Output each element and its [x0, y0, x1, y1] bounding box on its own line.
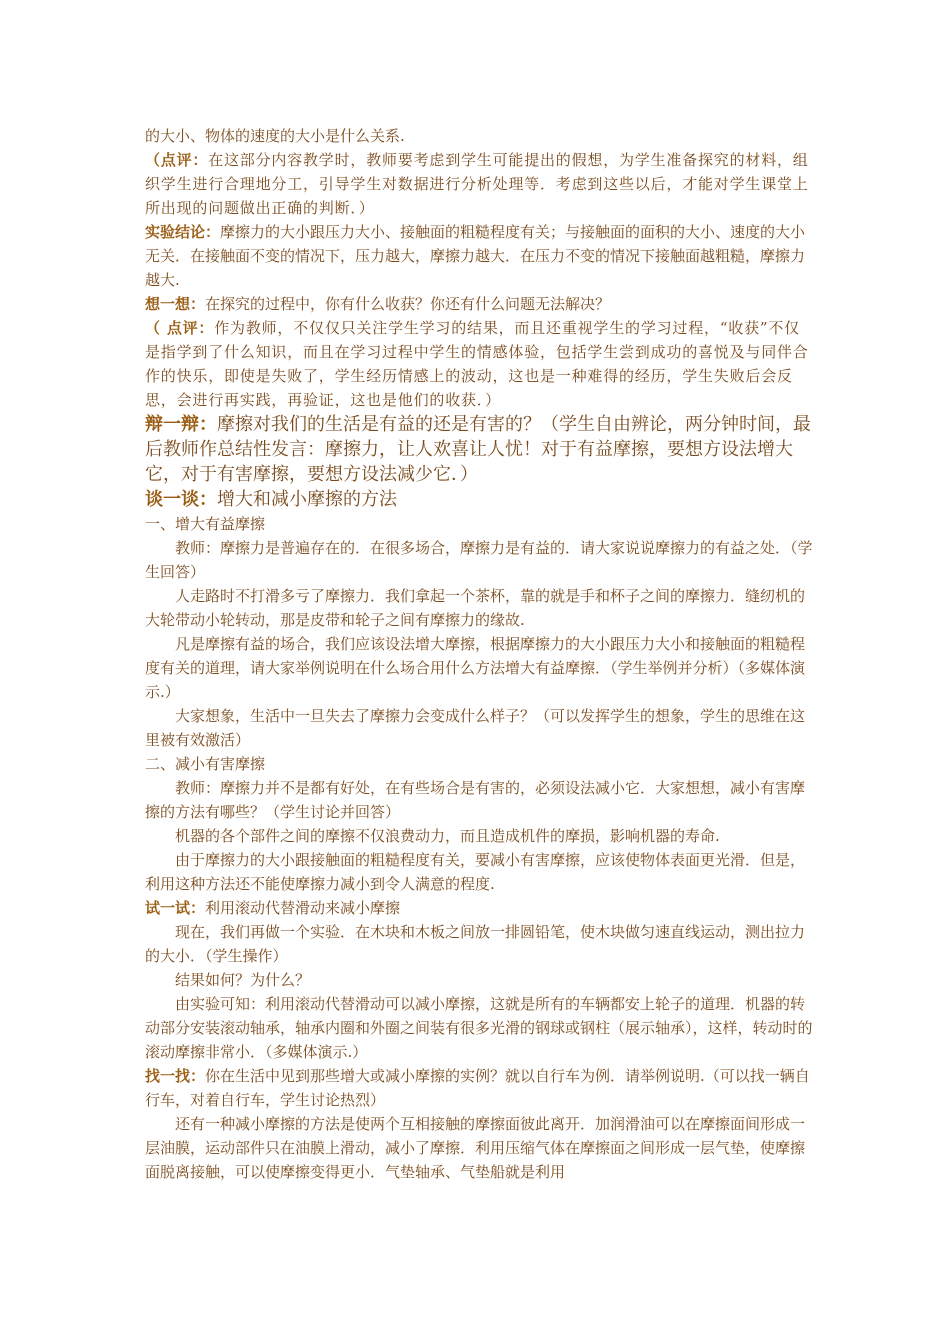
paragraph: 结果如何？为什么？ [175, 971, 311, 989]
paragraph: 教师：摩擦力并不是都有好处，在有些场合是有害的，必须设法减小它．大家想想，减小有害摩擦的方法有哪些？（学生讨论并回答） [145, 779, 806, 821]
paragraph: 由于摩擦力的大小跟接触面的粗糙程度有关，要减小有害摩擦，应该使物体表面更光滑．但是，利用这种方法还不能使摩擦力减小到令人满意的程度. [145, 851, 806, 893]
paragraph: 凡是摩擦有益的场合，我们应该设法增大摩擦，根据摩擦力的大小跟压力大小和接触面的粗糙程度有关的道理，请大家举例说明在什么场合用什么方法增大有益摩擦．（学生举例并分析）（多媒体演示.） [145, 635, 806, 701]
paragraph: 机器的各个部件之间的摩擦不仅浪费动力，而且造成机件的摩损，影响机器的寿命. [175, 827, 720, 845]
talk-text: 增大和减小摩擦的方法 [217, 489, 397, 510]
talk-heading [145, 487, 815, 512]
debate-text: 摩擦对我们的生活是有益的还是有害的？（学生自由辨论，两分钟时间，最后教师作总结性发言：摩擦力，让人欢喜让人忧！对于有益摩擦，要想方设法增大它，对于有害摩擦，要想方设法减少它．） [145, 414, 811, 485]
paragraph: 由实验可知：利用滚动代替滑动可以减小摩擦，这就是所有的车辆都安上轮子的道理．机器的转动部分安装滚动轴承，轴承内圈和外圈之间装有很多光滑的钢球或钢柱（展示轴承），这样，转动时的滚动摩擦非常小．（多媒体演示.） [145, 995, 813, 1061]
paragraph: 人走路时不打滑多亏了摩擦力．我们拿起一个茶杯，靠的就是手和杯子之间的摩擦力．缝纫机的大轮带动小轮转动，那是皮带和轮子之间有摩擦力的缘故. [145, 587, 806, 629]
paragraph: 教师：摩擦力是普遍存在的．在很多场合，摩擦力是有益的．请大家说说摩擦力的有益之处．（学生回答） [145, 539, 813, 581]
comment-label: （ 点评： [145, 319, 215, 337]
find-label: 找一找： [145, 1067, 206, 1085]
comment-paragraph-2 [145, 316, 815, 412]
paragraph: 大家想象，生活中一旦失去了摩擦力会变成什么样子？（可以发挥学生的想象，学生的思维在这里被有效激活） [145, 707, 806, 749]
comment-label: （点评： [145, 151, 209, 169]
document-page [145, 124, 815, 1184]
debate-label: 辩一辩： [145, 414, 217, 435]
section-heading-1: 一、增大有益摩擦 [145, 515, 266, 533]
paragraph: 现在，我们再做一个实验．在木块和木板之间放一排圆铅笔，使木块做匀速直线运动，测出拉力的大小．（学生操作） [145, 923, 806, 965]
think-paragraph [145, 292, 815, 316]
intro-tail: 的大小、物体的速度的大小是什么关系. [145, 127, 405, 145]
try-heading [145, 896, 815, 920]
try-label: 试一试： [145, 899, 206, 917]
conclusion-paragraph [145, 220, 815, 292]
find-paragraph [145, 1064, 815, 1112]
paragraph: 还有一种减小摩擦的方法是使两个互相接触的摩擦面彼此离开．加润滑油可以在摩擦面间形成一层油膜，运动部件只在油膜上滑动，减小了摩擦．利用压缩气体在摩擦面之间形成一层气垫，使摩擦面脱离接触，可以使摩擦变得更小．气垫轴承、气垫船就是利用 [145, 1115, 806, 1181]
conclusion-text: 摩擦力的大小跟压力大小、接触面的粗糙程度有关；与接触面的面积的大小、速度的大小无关．在接触面不变的情况下，压力越大，摩擦力越大．在压力不变的情况下接触面越粗糙，摩擦力越大. [145, 223, 806, 289]
section-heading-2: 二、减小有害摩擦 [145, 755, 266, 773]
think-label: 想一想： [145, 295, 206, 313]
find-text: 你在生活中见到那些增大或减小摩擦的实例？就以自行车为例．请举例说明.（可以找一辆自行车，对着自行车，学生讨论热烈） [145, 1067, 810, 1109]
debate-paragraph [145, 412, 815, 487]
comment-paragraph-1 [145, 148, 815, 220]
conclusion-label: 实验结论： [145, 223, 221, 241]
comment-text: 作为教师，不仅仅只关注学生学习的结果，而且还重视学生的学习过程，“收获”不仅是指学到了什么知识，而且在学习过程中学生的情感体验，包括学生尝到成功的喜悦及与同伴合作的快乐，即使是失败了，学生经历情感上的波动，这也是一种难得的经历，学生失败后会反思，会进行再实践，再验证，这也是他们的收获．） [145, 319, 809, 409]
think-text: 在探究的过程中，你有什么收获？你还有什么问题无法解决？ [205, 295, 611, 313]
try-text: 利用滚动代替滑动来减小摩擦 [205, 899, 401, 917]
comment-text: 在这部分内容教学时，教师要考虑到学生可能提出的假想，为学生准备探究的材料，组织学生进行合理地分工，引导学生对数据进行分析处理等．考虑到这些以后，才能对学生课堂上所出现的问题做出正确的判断．） [145, 151, 809, 217]
talk-label: 谈一谈： [145, 489, 217, 510]
